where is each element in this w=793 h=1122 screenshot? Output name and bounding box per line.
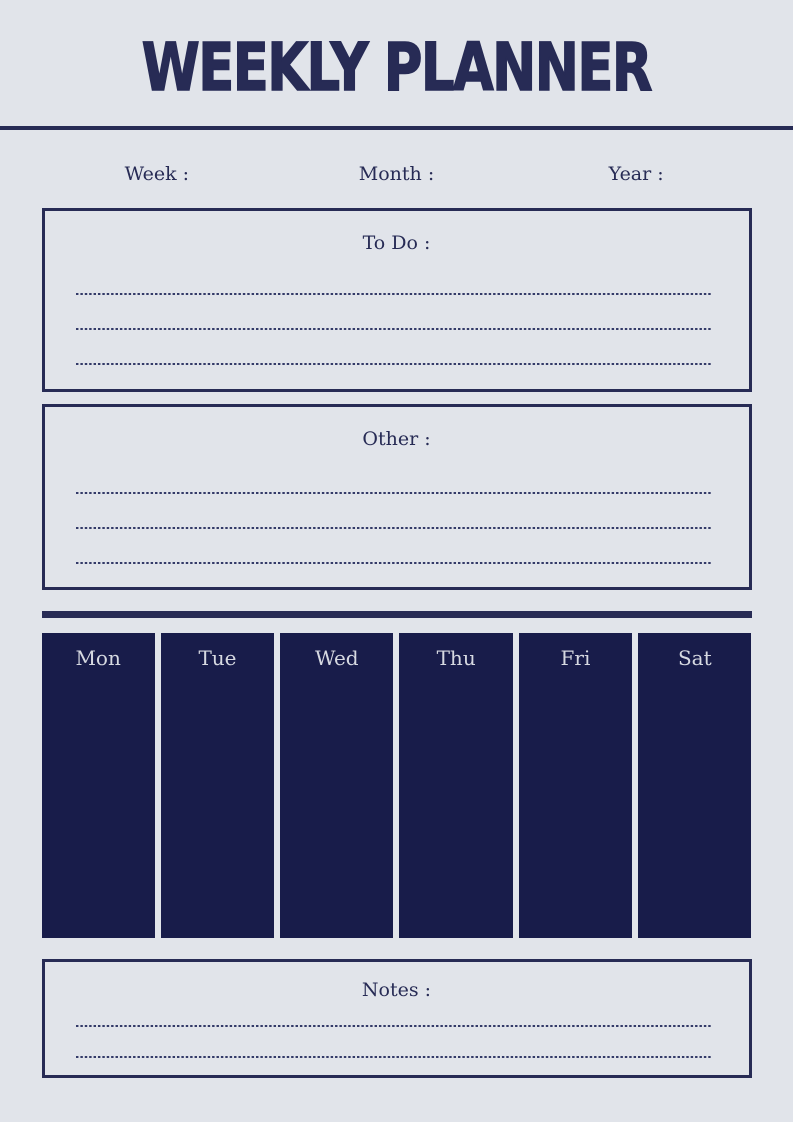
other-writing-line-1[interactable]	[76, 492, 712, 495]
year-field[interactable]	[516, 163, 756, 187]
other-section	[42, 404, 752, 590]
day-label-wed: Wed	[315, 646, 359, 670]
notes-section	[42, 959, 752, 1078]
day-column-thu[interactable]	[399, 633, 512, 938]
todo-writing-line-3[interactable]	[76, 363, 712, 366]
other-writing-line-3[interactable]	[76, 562, 712, 565]
days-row	[42, 633, 752, 938]
todo-section	[42, 208, 752, 392]
week-field[interactable]	[37, 163, 277, 187]
notes-label: Notes :	[361, 979, 432, 1001]
header-divider	[0, 126, 793, 130]
todo-label: To Do :	[362, 232, 431, 254]
day-label-thu: Thu	[436, 646, 476, 670]
day-label-mon: Mon	[75, 646, 121, 670]
notes-writing-line-1[interactable]	[76, 1025, 712, 1028]
other-label: Other :	[362, 428, 431, 450]
section-divider	[42, 611, 752, 618]
month-label: Month :	[358, 163, 435, 185]
day-label-sat: Sat	[677, 646, 712, 670]
page-title	[0, 29, 793, 106]
day-column-wed[interactable]	[280, 633, 393, 938]
year-label: Year :	[608, 163, 664, 185]
day-column-mon[interactable]	[42, 633, 155, 938]
todo-writing-line-1[interactable]	[76, 293, 712, 296]
week-label: Week :	[124, 163, 190, 185]
day-column-sat[interactable]	[638, 633, 751, 938]
day-label-tue: Tue	[198, 646, 237, 670]
day-column-fri[interactable]	[519, 633, 632, 938]
other-writing-line-2[interactable]	[76, 527, 712, 530]
day-column-tue[interactable]	[161, 633, 274, 938]
page-title-text: WEEKLY PLANNER	[141, 29, 652, 106]
todo-writing-line-2[interactable]	[76, 328, 712, 331]
month-field[interactable]	[277, 163, 517, 187]
day-label-fri: Fri	[560, 646, 591, 670]
notes-writing-line-2[interactable]	[76, 1056, 712, 1059]
meta-row	[0, 163, 793, 187]
